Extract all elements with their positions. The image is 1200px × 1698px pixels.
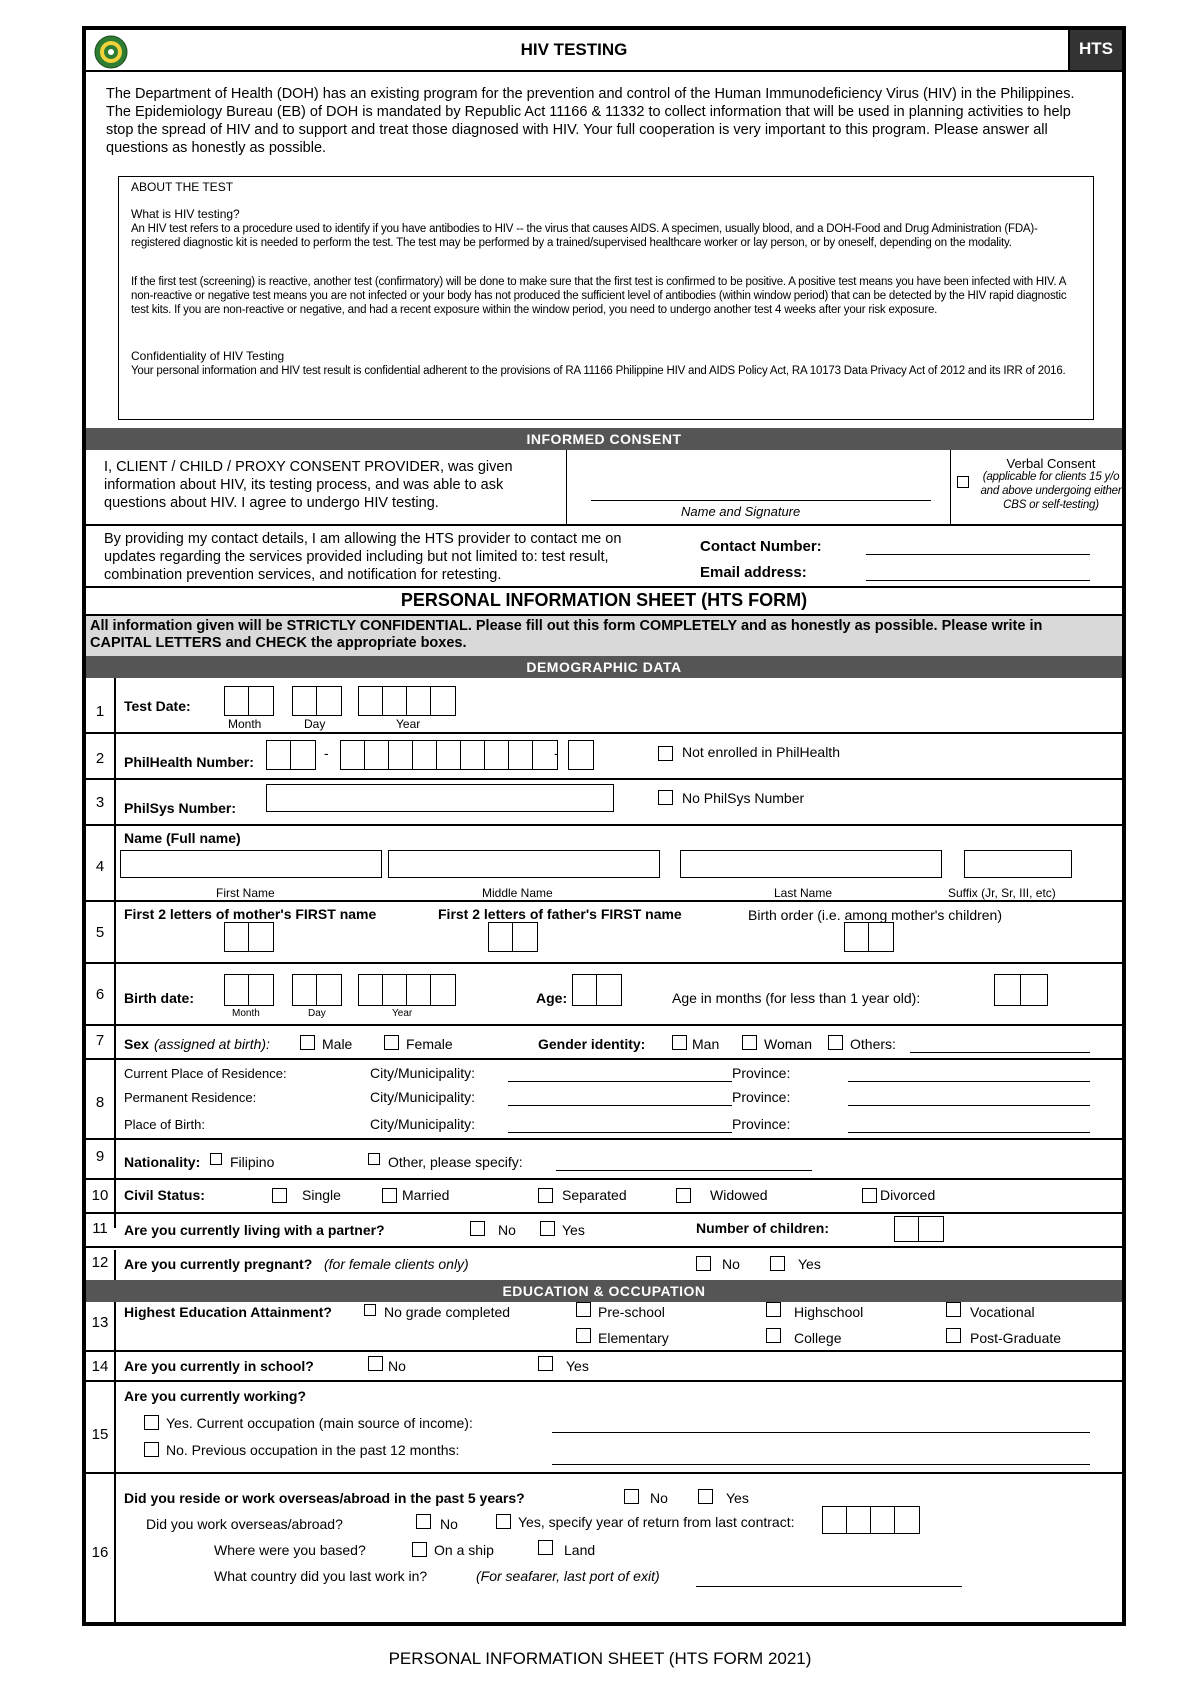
last-country-field[interactable] [696, 1586, 962, 1587]
single-checkbox[interactable] [272, 1188, 287, 1203]
about-q2: Confidentiality of HIV Testing [131, 349, 285, 363]
philsys-label: PhilSys Number: [124, 800, 237, 816]
working-no-checkbox[interactable] [144, 1442, 159, 1457]
work-overseas-yes-checkbox[interactable] [496, 1514, 511, 1529]
pregnant-no-label: No [722, 1256, 740, 1272]
form-title: HIV TESTING [520, 40, 628, 59]
college-label: College [794, 1330, 842, 1346]
on-a-ship-label: On a ship [434, 1542, 494, 1558]
single-label: Single [302, 1187, 341, 1203]
signature-line[interactable] [591, 500, 931, 501]
hts-badge: HTS [1068, 30, 1122, 70]
row-num-1: 1 [95, 703, 105, 720]
test-date-month-caption: Month [228, 717, 262, 731]
filipino-label: Filipino [230, 1154, 275, 1170]
sex-note: (assigned at birth): [154, 1036, 270, 1052]
divorced-label: Divorced [880, 1187, 936, 1203]
man-checkbox[interactable] [672, 1035, 687, 1050]
middle-name-caption: Middle Name [482, 886, 553, 900]
no-philsys-checkbox[interactable] [658, 790, 673, 805]
test-date-year-boxes[interactable] [358, 686, 456, 716]
row-num-14: 14 [91, 1358, 109, 1375]
suffix-field[interactable] [964, 850, 1072, 878]
middle-name-field[interactable] [388, 850, 660, 878]
about-p3: Your personal information and HIV test result is confidential adherent to the provisions of RA 11166 Philippine HIV and AIDS Policy Act, RA 10173 Data Privacy Act of 2012 and its IRR of 2016. [131, 365, 1066, 377]
birth-city-field[interactable] [508, 1132, 732, 1133]
row-num-2: 2 [95, 750, 105, 767]
test-date-day-caption: Day [304, 717, 326, 731]
post-graduate-label: Post-Graduate [970, 1330, 1062, 1346]
preschool-label: Pre-school [598, 1304, 665, 1320]
overseas-no-label: No [650, 1490, 668, 1506]
work-overseas-question: Did you work overseas/abroad? [146, 1516, 343, 1532]
permanent-city-field[interactable] [508, 1105, 732, 1106]
in-school-no-checkbox[interactable] [368, 1356, 383, 1371]
woman-label: Woman [764, 1036, 812, 1052]
elementary-label: Elementary [598, 1330, 669, 1346]
mother-initials-label: First 2 letters of mother's FIRST name [124, 906, 377, 922]
birth-order-boxes[interactable] [844, 922, 894, 952]
row-num-6: 6 [95, 986, 105, 1003]
highschool-checkbox[interactable] [766, 1302, 781, 1317]
age-months-label: Age in months (for less than 1 year old): [672, 990, 921, 1006]
education-label: Highest Education Attainment? [124, 1304, 332, 1320]
partner-no-label: No [498, 1222, 516, 1238]
demographic-data-bar: DEMOGRAPHIC DATA [86, 656, 1122, 678]
about-q1: What is HIV testing? [131, 207, 240, 221]
birth-month-caption: Month [232, 1008, 260, 1019]
not-enrolled-philhealth-checkbox[interactable] [658, 746, 673, 761]
first-name-field[interactable] [120, 850, 382, 878]
previous-occupation-field[interactable] [552, 1464, 1090, 1465]
row-num-8: 8 [95, 1094, 105, 1111]
first-name-caption: First Name [216, 886, 275, 900]
working-yes-label: Yes. Current occupation (main source of income): [166, 1415, 473, 1431]
nationality-label: Nationality: [124, 1154, 201, 1170]
row-num-10: 10 [91, 1187, 109, 1204]
male-label: Male [322, 1036, 353, 1052]
contact-number-label: Contact Number: [700, 538, 822, 555]
no-grade-label: No grade completed [384, 1304, 511, 1320]
working-label: Are you currently working? [124, 1388, 307, 1404]
father-initials-boxes[interactable] [488, 922, 538, 952]
test-date-year-caption: Year [396, 717, 421, 731]
married-label: Married [402, 1187, 450, 1203]
divorced-checkbox[interactable] [862, 1188, 877, 1203]
philhealth-label: PhilHealth Number: [124, 754, 254, 770]
birth-place-label: Place of Birth: [124, 1117, 205, 1132]
post-graduate-checkbox[interactable] [946, 1328, 961, 1343]
row-num-12: 12 [91, 1254, 109, 1271]
based-question: Where were you based? [214, 1542, 366, 1558]
birth-day-boxes[interactable] [292, 974, 342, 1006]
vocational-checkbox[interactable] [946, 1302, 961, 1317]
full-name-label: Name (Full name) [124, 830, 241, 846]
current-city-field[interactable] [508, 1081, 732, 1082]
widowed-checkbox[interactable] [676, 1188, 691, 1203]
email-field[interactable] [866, 580, 1090, 581]
current-province-field[interactable] [848, 1081, 1090, 1082]
land-label: Land [564, 1542, 596, 1558]
college-checkbox[interactable] [766, 1328, 781, 1343]
intro-paragraph: The Department of Health (DOH) has an existing program for the prevention and control of the Human Immunodeficiency Virus (HIV) in the Philippines. The Epidemiology Bureau (EB) of DOH is mandated by Republic Act 11166 & 11332 to collect information that will be used in planning activities to help stop the spread of HIV and to support and treat those diagnosed with HIV. Your full cooperation is very important to this program. Please answer all questions as honestly as possible. [106, 86, 1075, 156]
partner-yes-label: Yes [562, 1222, 585, 1238]
row-num-4: 4 [95, 858, 105, 875]
woman-checkbox[interactable] [742, 1035, 757, 1050]
hts-form: HIV TESTING HTS The Department of Health (DOH) has an existing program for the prevention and control of the Human Immunodeficiency Virus (HIV) in the Philippines. The Epidemiology Bureau (EB) of DOH is mandated by Republic Act 11166 & 11332 to collect information that will be used in planning activities to help stop the spread of HIV and to support and treat those diagnosed with HIV. Your full cooperation is very important to this program. Please answer all questions as honestly as possible. ABOUT THE TEST What is HIV testing? An HIV test refers to a procedure used to identify if you have antibodies to HIV -- the virus that causes AIDS. A specimen, usually blood, and a DOH-Food and Drug Administration (FDA)-registered diagnostic kit is needed to perform the test. The test may be performed by a trained/supervised healthcare worker or lay person, or by oneself, depending on the modality. If the first test (screening) is reactive, another test (confirmatory) will be done to make sure that the first test is confirmed to be positive. A positive test means you have been infected with HIV. A non-reactive or negative test means you are not infected or your body has not produced the sufficient level of antibodies (within window period) that can be detected by the HIV rapid diagnostic test kits. If you are non-reactive or negative, and had a recent exposure within the window period, you need to undergo another test 4 weeks after your risk exposure. Confidentiality of HIV Testing Your personal information and HIV test result is confidential adherent to the provisions of RA 11166 Philippine HIV and AIDS Policy Act, RA 10173 Data Privacy Act of 2012 and its IRR of 2016. INFORMED CONSENT I, CLIENT / CHILD / PROXY CONSENT PROVIDER, was given information about HIV, its testing process, and was able to ask questions about HIV. I agree to undergo HIV testing. Name and Signature Verbal Consent (applicable for clients 15 y/o and above undergoing either CBS or self-testing) By providing my contact details, I am allowing the HTS provider to contact me on updates regarding the services provided including but not limited to: test result, combination prevention services, and notification for retesting. Contact Number: Email address: PERSONAL INFORMATION SHEET (HTS FORM) All information given will be STRICTLY CONFIDENTIAL. Please fill out this form COMPLETELY and as honestly as possible. Please write in CAPITAL LETTERS and CHECK the appropriate boxes. DEMOGRAPHIC DATA 1 Test Date: Month Day Year 2 PhilHealth Number: - - Not enrolled in PhilHealth 3 PhilSys Number: No PhilSys Number 4 Name (Full name) First Name Middle Name Last Name Suffix (Jr, Sr, III, etc) 5 First 2 letters of mother's FIRST name First 2 letters of father's FIRST name Birth order (i.e. among mother's children) 6 Birth date: Month Day Year Age: Age in months (for less than 1 year old): 7 Sex (assigned at birth): Male Female Gender identity: Man Woman Others: 8 Current Place of Residence: Permanent Residence: Place of Birth: City/Municipality: City/Municipality: City/Municipality: Province: Province: Province: 9 Nationality: Filipino Other, please specify: 10 Civil Status: Single Married Separated Widowed Divorced 11 Are you currently living with a partner? No Yes Number of children: 12 Are you currently pregnant? (for female clients only) No Yes EDUCATION & OCCUPATION 13 Highest Education Attainment? No grade completed Pre-school Elementary Highschool College Vocational Post-Graduate 14 Are you currently in school? No Yes 15 Are you currently working? Yes. Current occupation (main source of income): No. Previous occupation in the past 12 months: 16 Did you reside or work overseas/abroad in the past 5 years? No Yes Did you work overseas/abroad? No Yes, specify year of return from last contract: Where were you based? On a ship Land What country did you last work in? (For seafarer, last port of exit) [82, 26, 1126, 1626]
last-country-note: (For seafarer, last port of exit) [476, 1568, 660, 1584]
row-num-9: 9 [95, 1148, 105, 1165]
row-num-15: 15 [91, 1426, 109, 1443]
not-enrolled-philhealth-label: Not enrolled in PhilHealth [682, 744, 840, 760]
informed-consent-bar: INFORMED CONSENT [86, 428, 1122, 450]
work-overseas-no-checkbox[interactable] [416, 1514, 431, 1529]
working-no-label: No. Previous occupation in the past 12 months: [166, 1442, 460, 1458]
verbal-consent-checkbox[interactable] [957, 476, 969, 488]
test-date-month-boxes[interactable] [224, 686, 274, 716]
about-heading: ABOUT THE TEST [131, 180, 234, 194]
last-country-question: What country did you last work in? [214, 1568, 428, 1584]
separated-label: Separated [562, 1187, 627, 1203]
age-boxes[interactable] [572, 974, 622, 1006]
birth-date-label: Birth date: [124, 990, 194, 1006]
last-name-caption: Last Name [774, 886, 833, 900]
mother-initials-boxes[interactable] [224, 922, 274, 952]
philhealth-boxes-2[interactable] [340, 740, 558, 770]
footer-text: PERSONAL INFORMATION SHEET (HTS FORM 2021) [388, 1649, 812, 1668]
signature-label: Name and Signature [681, 504, 801, 519]
land-checkbox[interactable] [538, 1540, 553, 1555]
partner-no-checkbox[interactable] [470, 1221, 485, 1236]
overseas-yes-label: Yes [726, 1490, 749, 1506]
about-p2: If the first test (screening) is reactive, another test (confirmatory) will be done to make sure that the first test is confirmed to be positive. A positive test means you have been infected with HIV. A non-reactive or negative test means you are not infected or your body has not produced the sufficient level of antibodies (within window period) that can be detected by the HIV rapid diagnostic test kits. If you are non-reactive or negative, and had a recent exposure within the window period, you need to undergo another test 4 weeks after your risk exposure. [131, 276, 1067, 316]
about-the-test-box [118, 176, 1094, 420]
widowed-label: Widowed [710, 1187, 768, 1203]
highschool-label: Highschool [794, 1304, 864, 1320]
living-with-partner-label: Are you currently living with a partner? [124, 1222, 385, 1238]
elementary-checkbox[interactable] [576, 1328, 591, 1343]
birth-province-field[interactable] [848, 1132, 1090, 1133]
sex-label: Sex [124, 1036, 149, 1052]
in-school-yes-label: Yes [566, 1358, 589, 1374]
other-nationality-checkbox[interactable] [368, 1153, 380, 1165]
in-school-yes-checkbox[interactable] [538, 1356, 553, 1371]
work-overseas-yes-label: Yes, specify year of return from last contract: [518, 1514, 795, 1530]
partner-yes-checkbox[interactable] [540, 1221, 555, 1236]
test-date-day-boxes[interactable] [292, 686, 342, 716]
contact-number-field[interactable] [866, 554, 1090, 555]
married-checkbox[interactable] [382, 1188, 397, 1203]
notice-box: All information given will be STRICTLY CONFIDENTIAL. Please fill out this form COMPLETELY and as honestly as possible. Please write in CAPITAL LETTERS and CHECK the appropriate boxes. [86, 616, 1122, 656]
number-of-children-label: Number of children: [696, 1220, 830, 1236]
permanent-province-field[interactable] [848, 1105, 1090, 1106]
education-occupation-bar: EDUCATION & OCCUPATION [86, 1280, 1122, 1302]
contact-statement: By providing my contact details, I am allowing the HTS provider to contact me on updates regarding the services provided including but not limited to: test result, combination prevention services, and notification for retesting. [104, 531, 622, 583]
pregnant-no-checkbox[interactable] [696, 1256, 711, 1271]
consent-statement: I, CLIENT / CHILD / PROXY CONSENT PROVIDER, was given information about HIV, its testing process, and was able to ask questions about HIV. I agree to undergo HIV testing. [104, 459, 513, 511]
current-residence-label: Current Place of Residence: [124, 1066, 287, 1081]
philhealth-boxes-3[interactable] [568, 740, 594, 770]
birth-year-caption: Year [392, 1008, 413, 1019]
row-num-16: 16 [91, 1544, 109, 1561]
overseas-label: Did you reside or work overseas/abroad in the past 5 years? [124, 1490, 525, 1506]
no-grade-checkbox[interactable] [364, 1304, 376, 1316]
father-initials-label: First 2 letters of father's FIRST name [438, 906, 682, 922]
row-num-11: 11 [92, 1220, 108, 1237]
current-occupation-field[interactable] [552, 1432, 1090, 1433]
preschool-checkbox[interactable] [576, 1302, 591, 1317]
email-label: Email address: [700, 564, 807, 581]
on-a-ship-checkbox[interactable] [412, 1542, 427, 1557]
no-philsys-label: No PhilSys Number [682, 790, 805, 806]
work-overseas-no-label: No [440, 1516, 458, 1532]
birth-month-boxes[interactable] [224, 974, 274, 1006]
others-field[interactable] [910, 1052, 1090, 1053]
row-num-7: 7 [95, 1032, 105, 1049]
pregnant-yes-checkbox[interactable] [770, 1256, 785, 1271]
pis-title: PERSONAL INFORMATION SHEET (HTS FORM) [400, 590, 808, 610]
in-school-label: Are you currently in school? [124, 1358, 314, 1374]
civil-status-label: Civil Status: [124, 1187, 205, 1203]
row-num-5: 5 [95, 924, 105, 941]
number-of-children-boxes[interactable] [894, 1216, 944, 1242]
row-num-3: 3 [95, 794, 105, 811]
year-of-return-boxes[interactable] [822, 1506, 920, 1534]
pregnant-yes-label: Yes [798, 1256, 821, 1272]
age-label: Age: [536, 990, 568, 1006]
last-name-field[interactable] [680, 850, 942, 878]
separated-checkbox[interactable] [538, 1188, 553, 1203]
birth-day-caption: Day [308, 1008, 326, 1019]
male-checkbox[interactable] [300, 1035, 315, 1050]
filipino-checkbox[interactable] [210, 1153, 222, 1165]
in-school-no-label: No [388, 1358, 406, 1374]
about-p1: An HIV test refers to a procedure used to identify if you have antibodies to HIV -- the virus that causes AIDS. A specimen, usually blood, and a DOH-Food and Drug Administration (FDA)-registered diagnostic kit is needed to perform the test. The test may be performed by a trained/supervised healthcare worker or lay person, or by oneself, depending on the modality. [131, 223, 1038, 249]
man-label: Man [692, 1036, 720, 1052]
female-label: Female [406, 1036, 453, 1052]
other-nationality-label: Other, please specify: [388, 1154, 523, 1170]
age-months-boxes[interactable] [994, 974, 1048, 1006]
philhealth-boxes-1[interactable] [266, 740, 316, 770]
test-date-label: Test Date: [124, 698, 191, 714]
verbal-consent-note: (applicable for clients 15 y/o and above undergoing either CBS or self-testing) [980, 471, 1122, 511]
others-label: Others: [850, 1036, 896, 1052]
pregnant-note: (for female clients only) [324, 1256, 469, 1272]
vocational-label: Vocational [970, 1304, 1035, 1320]
working-yes-checkbox[interactable] [144, 1415, 159, 1430]
gender-identity-label: Gender identity: [538, 1036, 646, 1052]
birth-year-boxes[interactable] [358, 974, 456, 1006]
pregnant-label: Are you currently pregnant? [124, 1256, 313, 1272]
row-num-13: 13 [91, 1314, 109, 1331]
philsys-field[interactable] [266, 784, 614, 812]
birth-order-label: Birth order (i.e. among mother's children) [748, 907, 1002, 923]
others-checkbox[interactable] [828, 1035, 843, 1050]
overseas-yes-checkbox[interactable] [698, 1489, 713, 1504]
female-checkbox[interactable] [384, 1035, 399, 1050]
suffix-caption: Suffix (Jr, Sr, III, etc) [948, 886, 1056, 900]
other-nationality-field[interactable] [556, 1170, 812, 1171]
overseas-no-checkbox[interactable] [624, 1489, 639, 1504]
permanent-residence-label: Permanent Residence: [124, 1090, 257, 1105]
verbal-consent-title: Verbal Consent [1006, 456, 1096, 471]
